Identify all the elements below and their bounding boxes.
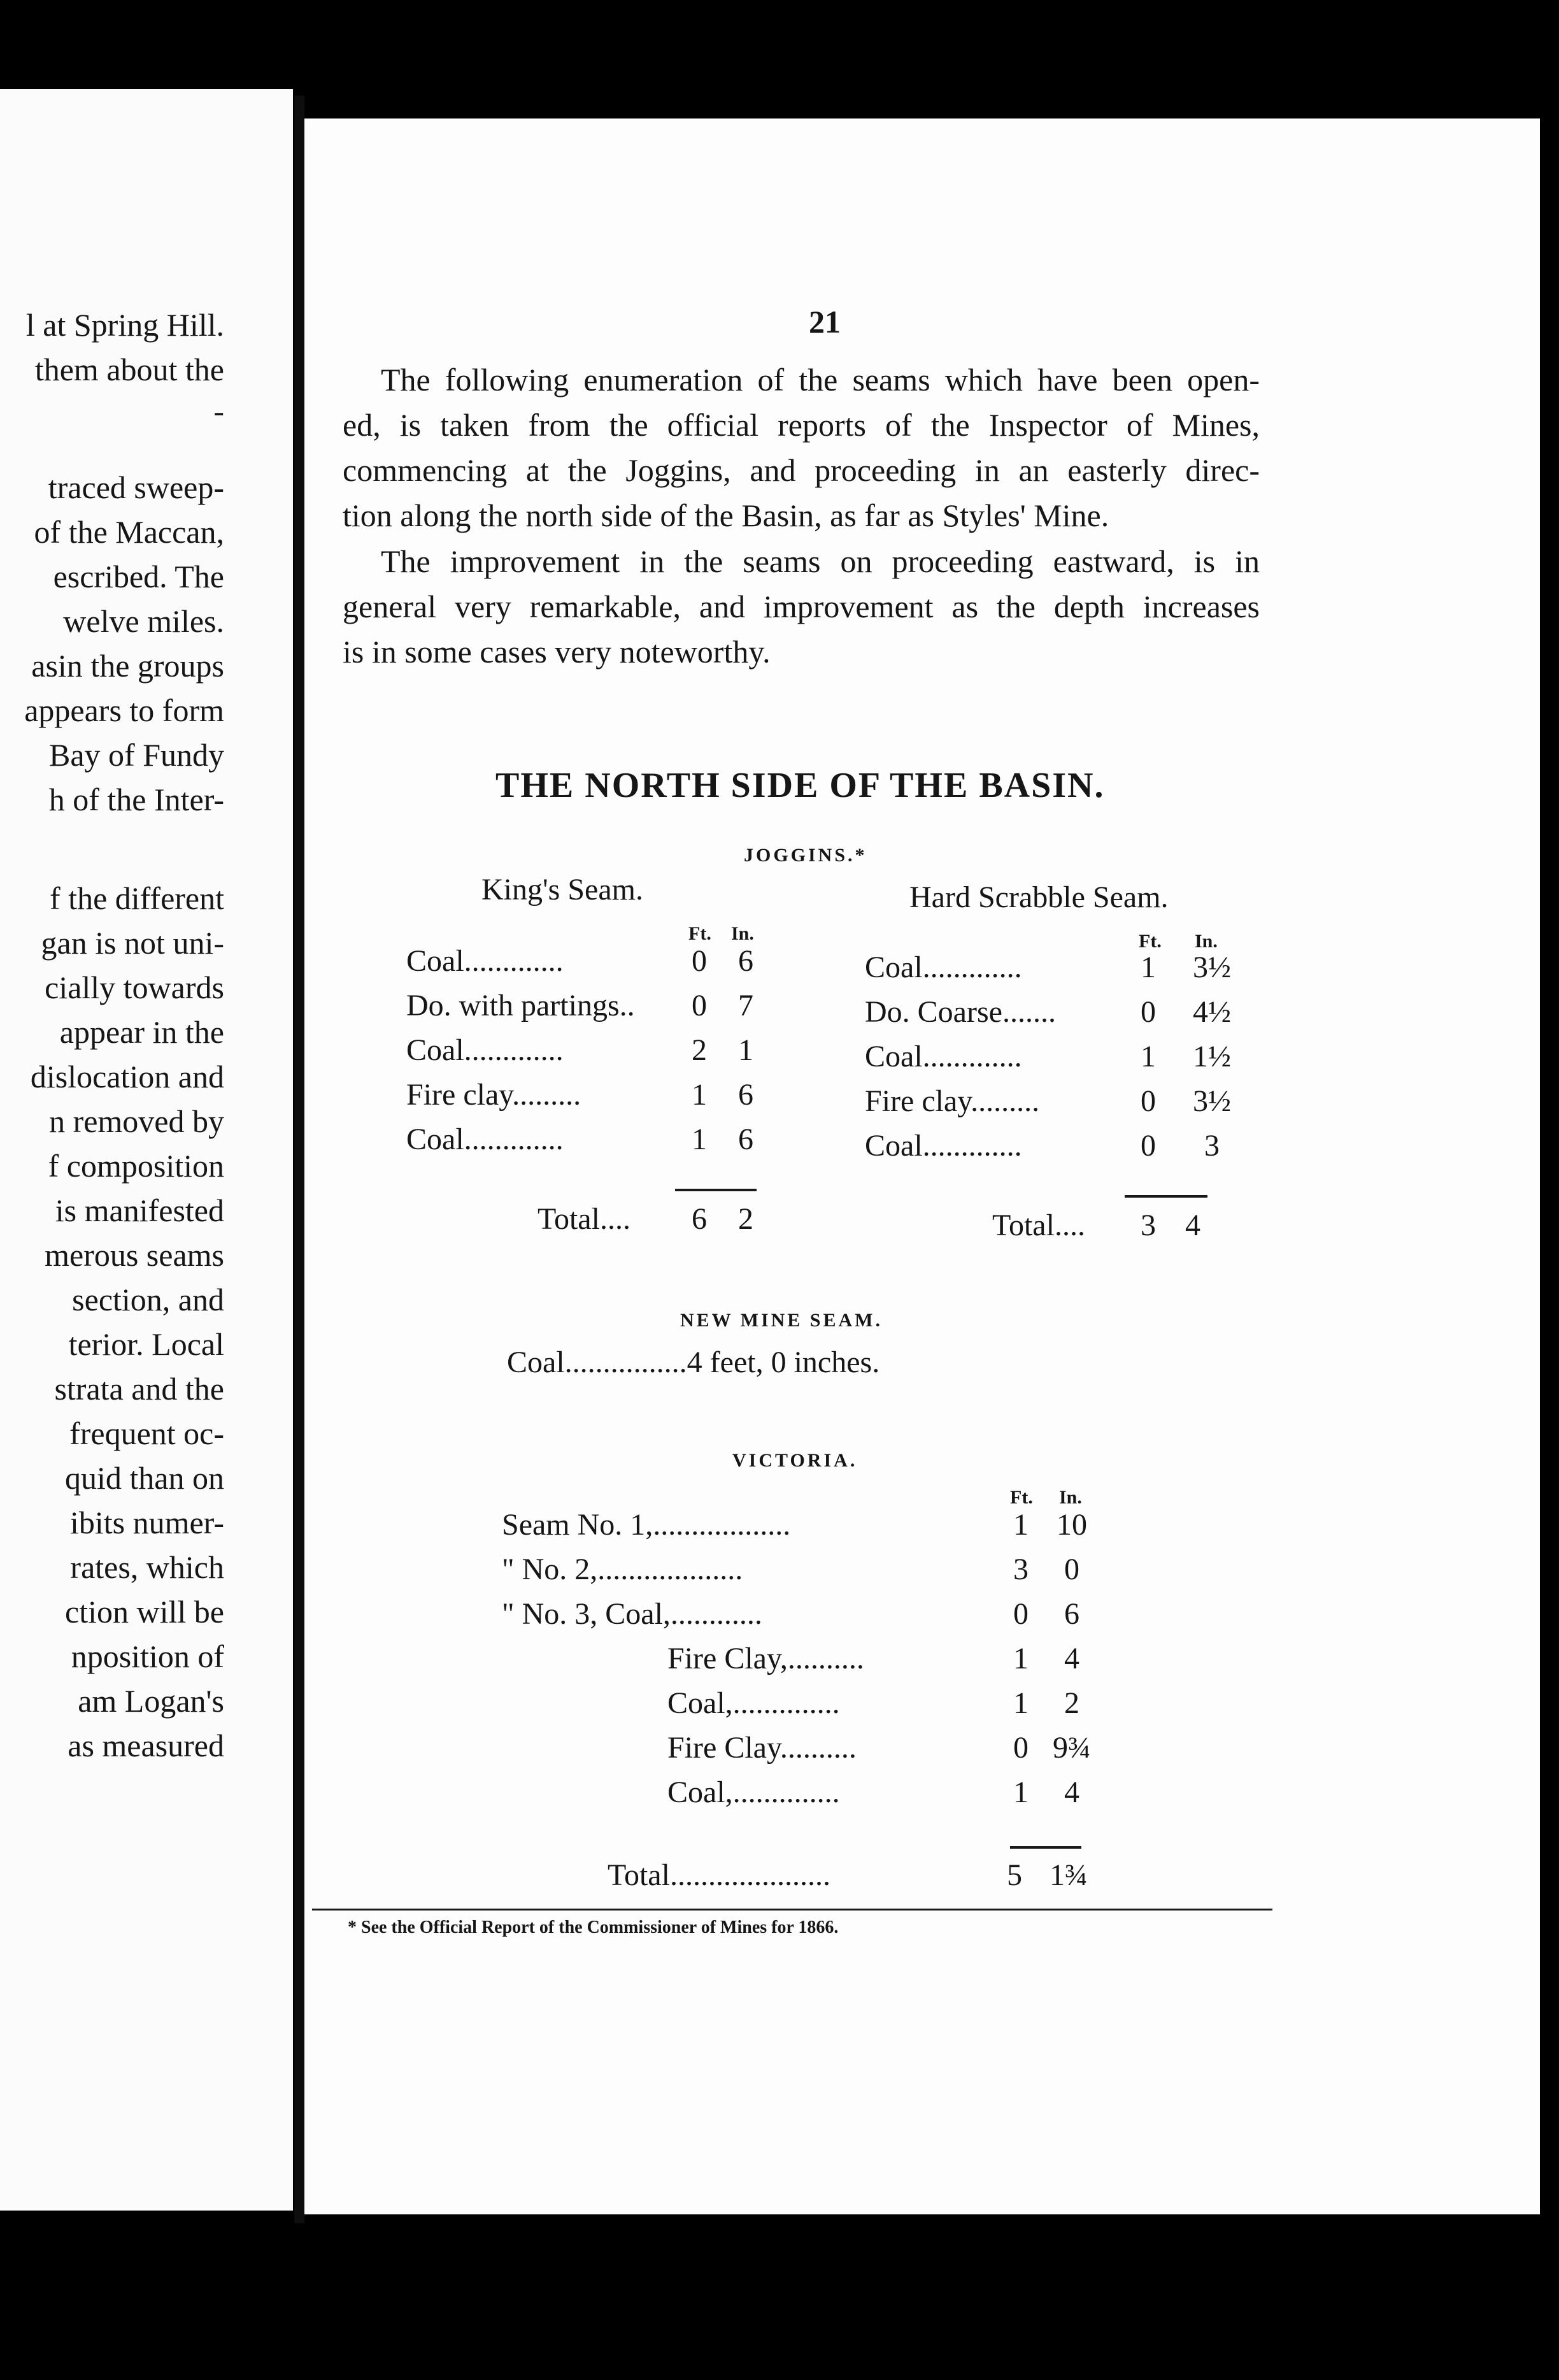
victoria-row-in: 4 (1064, 1642, 1079, 1675)
victoria-heading: VICTORIA. (732, 1450, 858, 1471)
victoria-row-ft: 1 (1013, 1642, 1029, 1675)
kings-row-ft: 2 (692, 1033, 707, 1067)
victoria-row-ft: 3 (1013, 1552, 1029, 1586)
intro-paragraph-2 (343, 539, 1260, 675)
victoria-row-label: " No. 3, Coal,............ (502, 1597, 762, 1631)
victoria-row-label: Coal,.............. (667, 1775, 840, 1809)
left-line: Bay of Fundy (49, 737, 224, 773)
victoria-row-in: 10 (1057, 1508, 1087, 1542)
kings-row-ft: 1 (692, 1078, 707, 1112)
paragraph-line: is in some cases very noteworthy. (343, 634, 771, 670)
left-line: dislocation and (30, 1059, 224, 1094)
victoria-row-in: 6 (1064, 1597, 1079, 1631)
kings-row-label: Do. with partings.. (406, 989, 635, 1022)
left-line: frequent oc- (69, 1416, 224, 1451)
victoria-row-in: 4 (1064, 1775, 1079, 1809)
left-line: - (213, 393, 224, 429)
hard-row-label: Coal............. (865, 1129, 1022, 1163)
right-page (304, 118, 1540, 2214)
left-line: f composition (48, 1148, 224, 1184)
kings-total-in: 2 (738, 1202, 753, 1236)
left-line: h of the Inter- (48, 782, 224, 817)
kings-row-ft: 0 (692, 989, 707, 1022)
page-number: 21 (809, 304, 841, 340)
left-line: terior. Local (68, 1326, 224, 1362)
left-line: of the Maccan, (34, 514, 224, 550)
hard-row-in: 1½ (1193, 1040, 1231, 1073)
victoria-row-label: Fire Clay,.......... (667, 1642, 864, 1675)
paragraph-line: general very remarkable, and improvement as the depth increases (343, 589, 1260, 624)
kings-row-label: Coal............. (406, 944, 564, 978)
left-line: asin the groups (31, 648, 224, 684)
hard-row-label: Do. Coarse....... (865, 995, 1056, 1029)
victoria-row-label: Fire Clay.......... (667, 1731, 857, 1765)
victoria-row-in: 0 (1064, 1552, 1079, 1586)
victoria-in-header: In. (1059, 1487, 1082, 1508)
hard-row-in: 4½ (1193, 995, 1231, 1029)
kings-total-label: Total.... (537, 1202, 630, 1236)
left-line: strata and the (54, 1371, 224, 1407)
left-line: ction will be (65, 1594, 224, 1630)
left-line: appear in the (59, 1014, 224, 1050)
victoria-total-in: 1¾ (1050, 1858, 1088, 1892)
kings-total-rule (675, 1189, 757, 1191)
new-mine-line: Coal................4 feet, 0 inches. (507, 1345, 880, 1379)
hard-row-label: Coal............. (865, 1040, 1022, 1073)
hard-row-ft: 0 (1141, 1084, 1156, 1118)
left-line: quid than on (65, 1460, 224, 1496)
victoria-total-rule (1010, 1846, 1081, 1849)
paragraph-line: commencing at the Joggins, and proceeding in an easterly direc- (343, 452, 1260, 488)
paragraph-line: The improvement in the seams on proceeding eastward, is in (381, 543, 1260, 579)
left-line: section, and (72, 1282, 224, 1317)
kings-row-label: Coal............. (406, 1122, 564, 1156)
victoria-row-in: 2 (1064, 1686, 1079, 1720)
victoria-row-ft: 1 (1013, 1686, 1029, 1720)
victoria-row-label: Coal,.............. (667, 1686, 840, 1720)
left-line: them about the (34, 352, 224, 387)
hard-row-in: 3 (1204, 1129, 1220, 1163)
kings-row-label: Fire clay......... (406, 1078, 581, 1112)
hard-row-ft: 0 (1141, 1129, 1156, 1163)
joggins-heading: JOGGINS.* (744, 845, 867, 866)
kings-row-in: 6 (738, 1122, 753, 1156)
kings-row-in: 1 (738, 1033, 753, 1067)
kings-seam-title: King's Seam. (481, 873, 643, 907)
victoria-row-ft: 1 (1013, 1508, 1029, 1542)
paragraph-line: tion along the north side of the Basin, as far as Styles' Mine. (343, 498, 1109, 533)
hard-row-in: 3½ (1193, 1084, 1231, 1118)
left-line: is manifested (55, 1193, 224, 1228)
left-line: gan is not uni- (41, 925, 224, 961)
victoria-row-in: 9¾ (1053, 1731, 1091, 1765)
hard-total-rule (1125, 1195, 1207, 1198)
victoria-row-label: Seam No. 1,.................. (502, 1508, 791, 1542)
hard-total-ft: 3 (1141, 1208, 1156, 1242)
kings-row-ft: 1 (692, 1122, 707, 1156)
paragraph-line: The following enumeration of the seams which have been open- (381, 362, 1260, 398)
left-line: l at Spring Hill. (25, 307, 224, 343)
victoria-total-label: Total..................... (608, 1858, 830, 1892)
left-line: cially towards (45, 970, 224, 1005)
left-line: nposition of (71, 1638, 224, 1674)
hard-total-in: 4 (1185, 1208, 1200, 1242)
hard-row-in: 3½ (1193, 950, 1231, 984)
section-heading: THE NORTH SIDE OF THE BASIN. (495, 766, 1105, 805)
hard-ft-header: Ft. (1139, 931, 1162, 952)
hard-scrabble-title: Hard Scrabble Seam. (909, 880, 1169, 914)
new-mine-heading: NEW MINE SEAM. (680, 1310, 883, 1331)
left-facing-page (0, 89, 293, 2211)
hard-row-ft: 0 (1141, 995, 1156, 1029)
victoria-ft-header: Ft. (1010, 1487, 1033, 1508)
left-line: am Logan's (78, 1683, 224, 1719)
kings-row-in: 6 (738, 944, 753, 978)
left-line: appears to form (24, 692, 224, 728)
kings-row-in: 7 (738, 989, 753, 1022)
left-line: traced sweep- (48, 470, 224, 505)
kings-in-header: In. (731, 923, 754, 944)
left-line: merous seams (45, 1237, 224, 1273)
victoria-total-ft: 5 (1007, 1858, 1022, 1892)
victoria-row-ft: 0 (1013, 1597, 1029, 1631)
kings-row-label: Coal............. (406, 1033, 564, 1067)
hard-in-header: In. (1195, 931, 1218, 952)
hard-row-label: Fire clay......... (865, 1084, 1040, 1118)
kings-row-in: 6 (738, 1078, 753, 1112)
intro-paragraph-1 (343, 357, 1260, 538)
hard-row-label: Coal............. (865, 950, 1022, 984)
left-line: f the different (50, 880, 224, 916)
footnote-rule (312, 1909, 1272, 1910)
hard-row-ft: 1 (1141, 950, 1156, 984)
left-line: n removed by (49, 1103, 224, 1139)
left-line: welve miles. (63, 603, 224, 639)
victoria-row-ft: 0 (1013, 1731, 1029, 1765)
left-line: escribed. The (53, 559, 224, 594)
left-line: rates, which (70, 1549, 224, 1585)
hard-total-label: Total.... (992, 1208, 1085, 1242)
hard-row-ft: 1 (1141, 1040, 1156, 1073)
kings-total-ft: 6 (692, 1202, 707, 1236)
footnote: * See the Official Report of the Commissioner of Mines for 1866. (348, 1918, 839, 1937)
kings-row-ft: 0 (692, 944, 707, 978)
page-gutter (294, 96, 304, 2223)
victoria-row-label: " No. 2,................... (502, 1552, 743, 1586)
victoria-row-ft: 1 (1013, 1775, 1029, 1809)
paragraph-line: ed, is taken from the official reports of the Inspector of Mines, (343, 407, 1260, 443)
kings-ft-header: Ft. (688, 923, 711, 944)
left-line: ibits numer- (69, 1505, 224, 1540)
left-line: as measured (68, 1728, 224, 1763)
